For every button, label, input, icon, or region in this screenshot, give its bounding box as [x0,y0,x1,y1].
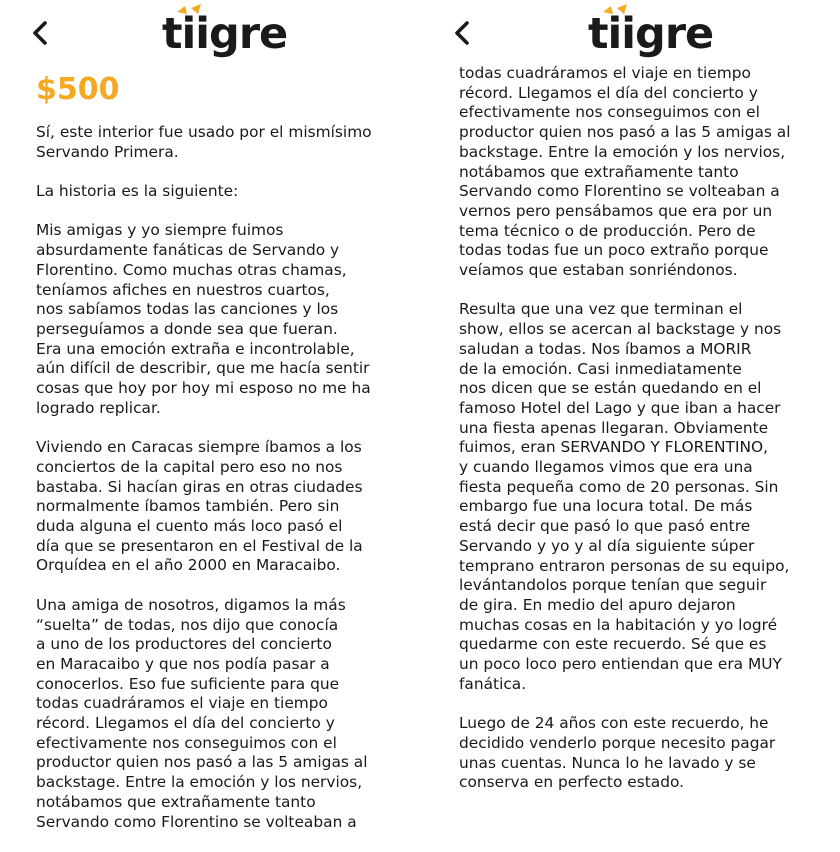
chevron-left-icon [453,20,471,46]
description-paragraph: Resulta que una vez que terminan el show, ellos se acercan al backstage y nos saludan a todas. Nos íbamos a MORIR de la emoción. Casi inmediatamente nos dicen que se están quedando en el famoso Hotel del Lago y que iban a hacer una fiesta apenas llegaran. Obviamente fuimos, eran SERVANDO Y FLORENTINO, y cuando llegamos vimos que era una fiesta pequeña como de 20 personas. Sin embargo fue una locura total. De más está decir que pasó lo que pasó entre Servando y yo y al día siguiente súper temprano entraron personas de su equipo, levántandolos porque tenían que seguir de gira. En medio del apuro dejaron muchas cosas en la habitación y yo logré quedarme con este recuerdo. Sé que es un poco loco pero entiendan que era MUY fanática. [459,300,790,693]
app-header [0,0,420,62]
description [36,123,408,852]
left-screen [0,0,420,840]
right-screen [420,0,840,840]
price: $500 [36,72,120,107]
tiigre-logo [586,2,714,59]
tiigre-logo [160,2,288,59]
svg-text:tiigre: tiigre [588,9,714,59]
description-paragraph: todas cuadráramos el viaje en tiempo récord. Llegamos el día del concierto y efectivamente nos conseguimos con el productor quien nos pasó a las 5 amigas al backstage. Entre la emoción y los nervios, notábamos que extrañamente tanto Servando como Florentino se volteaban a vernos pero pensábamos que era por un tema técnico o de producción. Pero de todas todas fue un poco extraño porque veíamos que estaban sonriéndonos. [459,64,791,280]
description-paragraph: Sí, este interior fue usado por el mismísimo Servando Primera. [36,123,372,161]
app-header [420,0,840,62]
description-paragraph: Mis amigas y yo siempre fuimos absurdamente fanáticas de Servando y Florentino. Como muchas otras chamas, teníamos afiches en nuestros cuartos, nos sabíamos todas las canciones y los perseguíamos a donde sea que fueran. Era una emoción extraña e incontrolable, aún difícil de describir, que me hacía sentir cosas que hoy por hoy mi esposo no me ha logrado replicar. [36,221,371,417]
svg-text:tiigre: tiigre [162,9,288,59]
description-scrolled [459,64,831,813]
description-paragraph: Viviendo en Caracas siempre íbamos a los conciertos de la capital pero eso no nos bastaba. Si hacían giras en otras ciudades normalmente íbamos también. Pero sin duda alguna el cuento más loco pasó el día que se presentaron en el Festival de la Orquídea en el año 2000 en Maracaibo. [36,438,363,575]
description-paragraph: La historia es la siguiente: [36,182,239,201]
back-button[interactable] [26,16,54,50]
back-button[interactable] [448,16,476,50]
chevron-left-icon [31,20,49,46]
description-paragraph: Una amiga de nosotros, digamos la más “suelta” de todas, nos dijo que conocía a uno de los productores del concierto en Maracaibo y que nos podía pasar a conocerlos. Eso fue suficiente para que todas cuadráramos el viaje en tiempo récord. Llegamos el día del concierto y efectivamente nos conseguimos con el productor quien nos pasó a las 5 amigas al backstage. Entre la emoción y los nervios, notábamos que extrañamente tanto Servando como Florentino se volteaban a [36,595,368,831]
description-paragraph: Luego de 24 años con este recuerdo, he decidido venderlo porque necesito pagar unas cuentas. Nunca lo he lavado y se conserva en perfecto estado. [459,714,776,792]
